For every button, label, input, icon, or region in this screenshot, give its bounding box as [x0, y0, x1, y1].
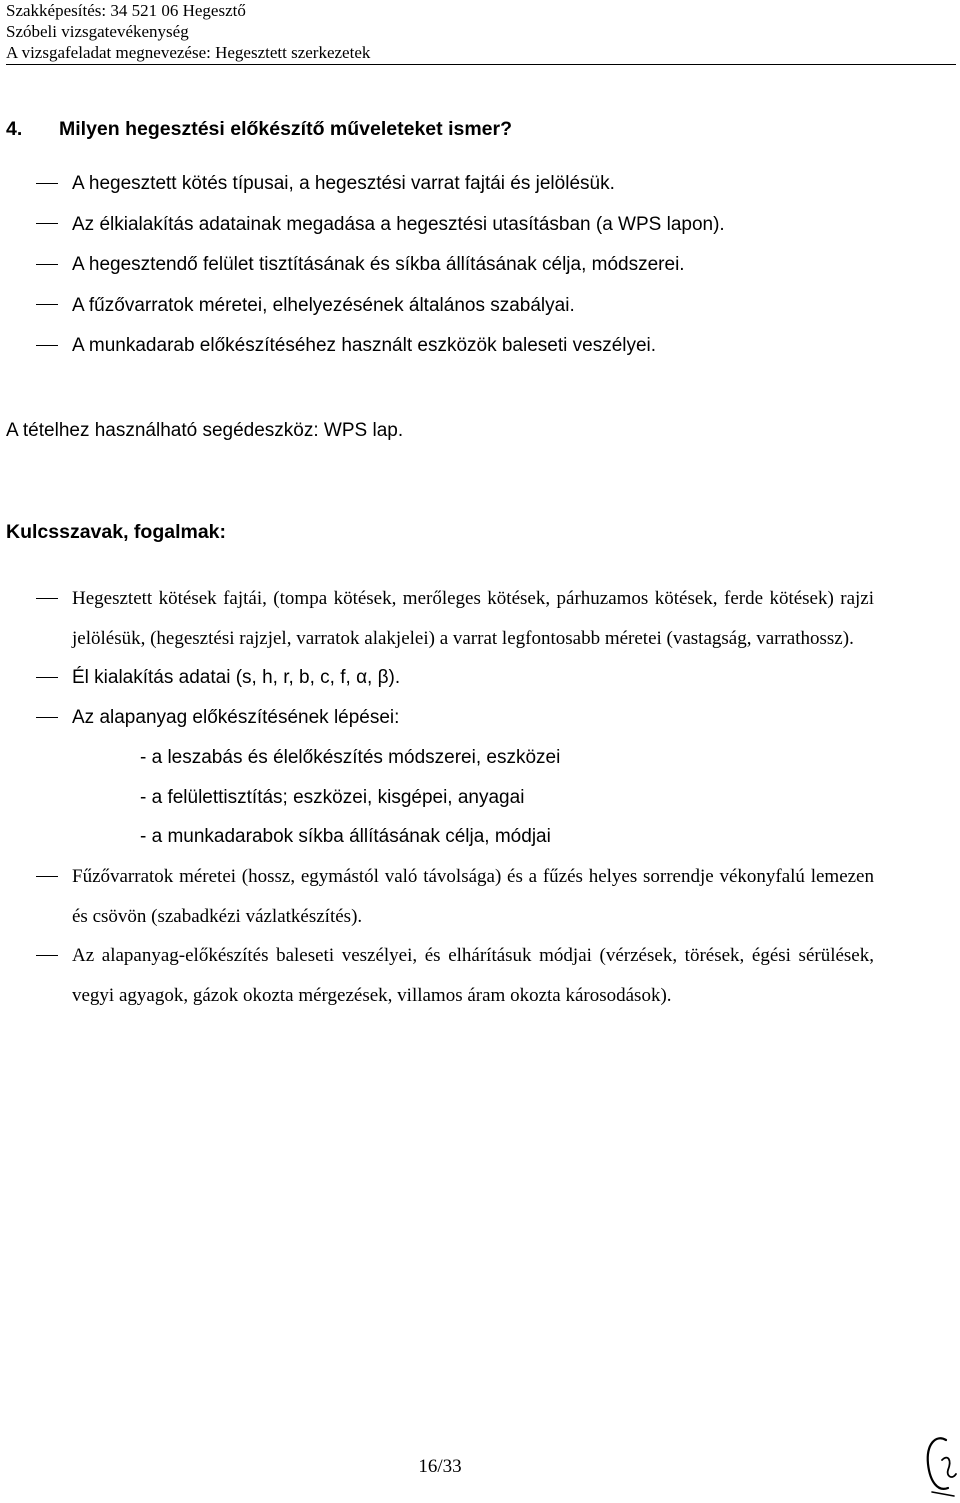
- topic-item: A hegesztendő felület tisztításának és síkba állításának célja, módszerei.: [72, 254, 685, 275]
- question-heading: [6, 118, 512, 141]
- header-divider: [6, 64, 956, 65]
- keywords-heading: Kulcsszavak, fogalmak:: [6, 521, 227, 543]
- handwritten-signature-icon: [918, 1430, 958, 1500]
- keyword-subitem: - a felülettisztítás; eszközei, kisgépei, anyagai: [140, 786, 525, 808]
- header-task-name: A vizsgafeladat megnevezése: Hegesztett szerkezetek: [6, 43, 371, 62]
- page-header: [6, 0, 370, 63]
- topic-item: A hegesztett kötés típusai, a hegesztési varrat fajtái és jelölésük.: [72, 173, 615, 194]
- header-qualification: Szakképesítés: 34 521 06 Hegesztő: [6, 1, 246, 20]
- header-exam-activity: Szóbeli vizsgatevékenység: [6, 22, 189, 41]
- topic-item: A munkadarab előkészítéséhez használt eszközök baleseti veszélyei.: [72, 335, 657, 356]
- keyword-item: Az alapanyag előkészítésének lépései: - a leszabás és élelőkészítés módszerei, eszközei - a felülettisztítás; eszközei, kisgépei, anyagai - a munkadarabok síkba állításának célja, módjai: [0, 698, 874, 857]
- permitted-tool-note: A tételhez használható segédeszköz: WPS lap.: [6, 420, 404, 441]
- keyword-subitem: - a munkadarabok síkba állításának célja, módjai: [140, 826, 551, 848]
- topic-item: A fűzővarratok méretei, elhelyezésének általános szabályai.: [72, 294, 575, 316]
- topic-item: Az élkialakítás adatainak megadása a hegesztési utasításban (a WPS lapon).: [72, 213, 725, 235]
- keyword-subitem: - a leszabás és élelőkészítés módszerei, eszközei: [140, 746, 561, 768]
- keyword-item: Él kialakítás adatai (s, h, r, b, c, f, α, β).: [72, 667, 401, 689]
- page-number: 16/33: [418, 1456, 462, 1477]
- topic-list: [0, 171, 960, 374]
- question-number: 4.: [6, 118, 23, 140]
- keyword-item: Hegesztett kötések fajtái, (tompa kötések, merőleges kötések, párhuzamos kötések, ferde kötések) rajzi jelölésük, (hegesztési rajzjel, varratok alakjelei) a varrat legfontosabb méretei (vastagság, varrathossz).: [72, 588, 874, 649]
- keyword-item: Fűzővarratok méretei (hossz, egymástól való távolsága) és a fűzés helyes sorrendje vékonyfalú lemezen és csövön (szabadkézi vázlatkészítés).: [72, 865, 874, 927]
- keyword-item: Az alapanyag-előkészítés baleseti veszélyei, és elhárításuk módjai (vérzések, törések, égési sérülések, vegyi agyagok, gázok okozta mérgezések, villamos áram okozta károsodások).: [72, 945, 874, 1007]
- keyword-list: [0, 579, 874, 1016]
- question-text: Milyen hegesztési előkészítő műveleteket ismer?: [59, 118, 513, 140]
- keyword-sublist: [72, 738, 874, 857]
